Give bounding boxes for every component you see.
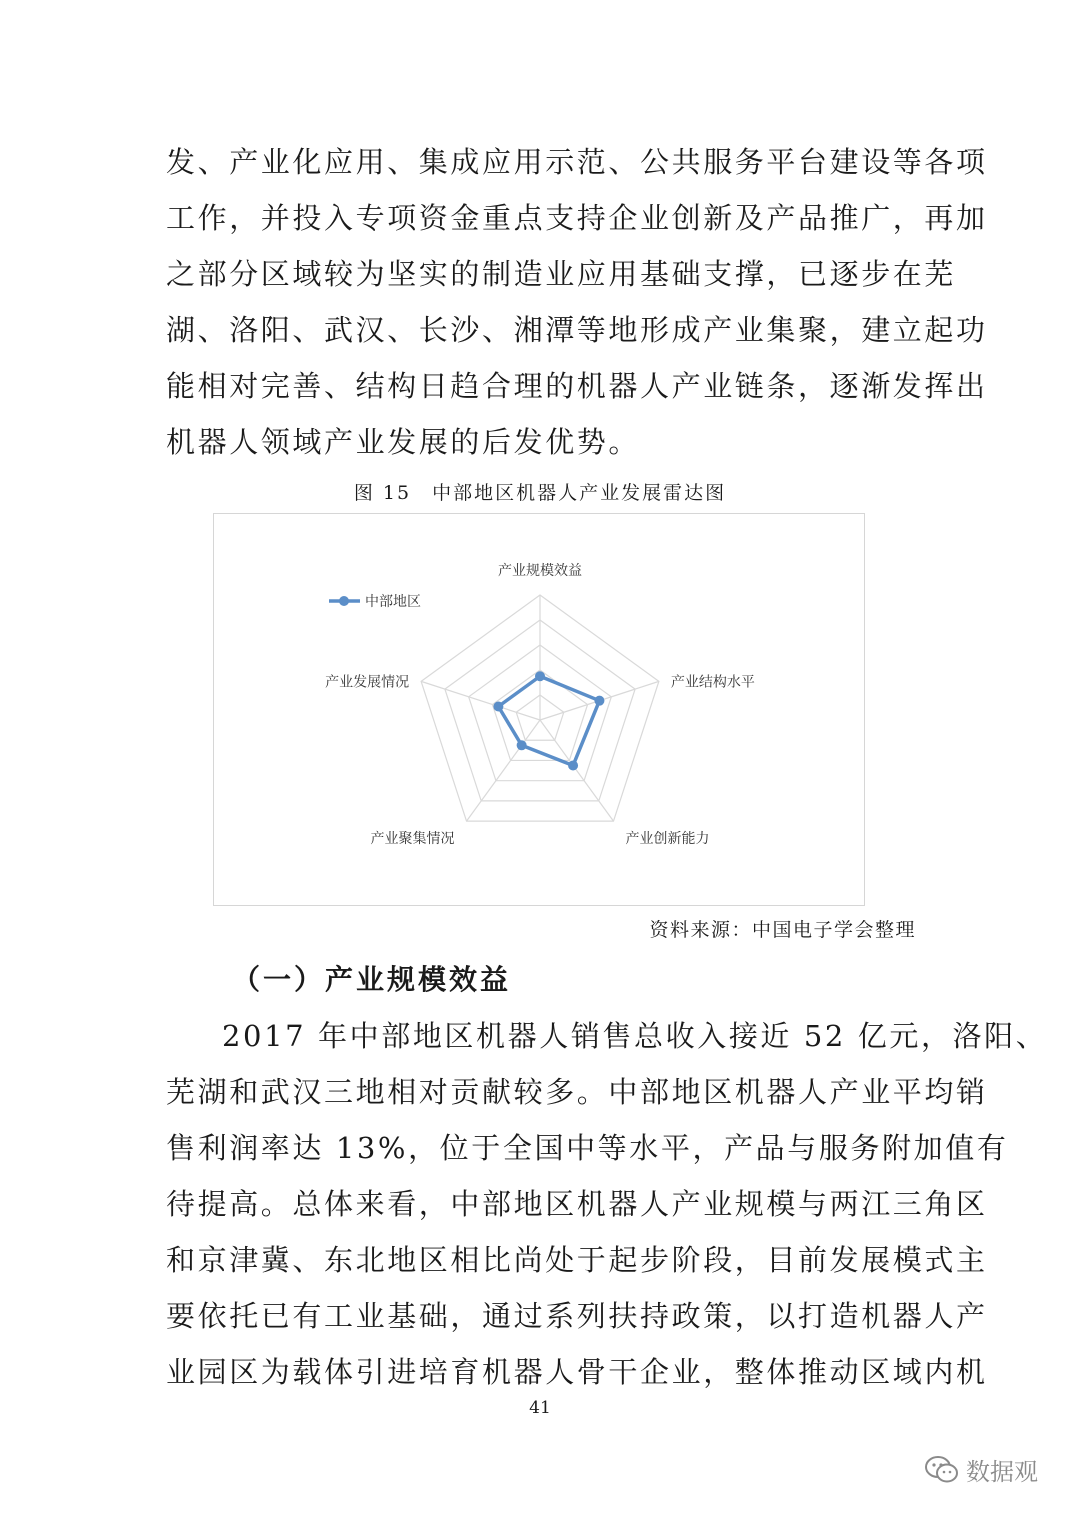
text-line: 要依托已有工业基础，通过系列扶持政策，以打造机器人产	[166, 1299, 988, 1333]
legend-label: 中部地区	[365, 594, 421, 610]
watermark-text: 数据观	[966, 1458, 1038, 1486]
radar-axis-line	[540, 720, 613, 821]
radar-chart-frame	[213, 513, 865, 906]
text-line: 芜湖和武汉三地相对贡献较多。中部地区机器人产业平均销	[166, 1075, 988, 1109]
legend-marker	[339, 596, 349, 606]
watermark	[924, 1452, 1038, 1487]
text-line: 和京津冀、东北地区相比尚处于起步阶段，目前发展模式主	[166, 1243, 988, 1277]
text-line: 湖、洛阳、武汉、长沙、湘潭等地形成产业集聚，建立起功	[166, 313, 988, 347]
text-line: 待提高。总体来看，中部地区机器人产业规模与两江三角区	[166, 1187, 988, 1221]
axis-label: 产业规模效益	[498, 563, 582, 579]
chart-legend	[329, 593, 421, 610]
text-line: 发、产业化应用、集成应用示范、公共服务平台建设等各项	[166, 145, 988, 179]
text-line: 工作，并投入专项资金重点支持企业创新及产品推广，再加	[166, 201, 988, 235]
text-line: 机器人领域产业发展的后发优势。	[166, 425, 641, 459]
text-line: 业园区为载体引进培育机器人骨干企业，整体推动区域内机	[166, 1355, 988, 1389]
axis-label: 产业结构水平	[670, 674, 755, 691]
data-point	[517, 740, 527, 750]
data-point	[493, 701, 503, 711]
axis-label: 产业发展情况	[325, 674, 410, 691]
radar-series	[493, 671, 604, 770]
figure-source: 资料来源：中国电子学会整理	[649, 919, 916, 941]
axis-label: 产业聚集情况	[370, 831, 455, 848]
text-line: 售利润率达 13%，位于全国中等水平，产品与服务附加值有	[166, 1131, 1009, 1165]
radar-axis-line	[467, 720, 540, 821]
data-point	[594, 696, 604, 706]
radar-chart	[214, 514, 864, 904]
radar-axes	[421, 595, 659, 821]
wechat-icon	[924, 1455, 960, 1485]
axis-label: 产业创新能力	[625, 831, 710, 848]
text-line: 之部分区域较为坚实的制造业应用基础支撑，已逐步在芜	[166, 257, 957, 291]
figure-caption: 图 15 中部地区机器人产业发展雷达图	[353, 482, 727, 504]
data-point	[568, 761, 578, 771]
text-line: 2017 年中部地区机器人销售总收入接近 52 亿元，洛阳、	[222, 1019, 1048, 1053]
section-heading: （一）产业规模效益	[232, 963, 512, 996]
data-point	[535, 671, 545, 681]
text-line: 能相对完善、结构日趋合理的机器人产业链条，逐渐发挥出	[166, 369, 988, 403]
page-number: 41	[529, 1398, 551, 1418]
